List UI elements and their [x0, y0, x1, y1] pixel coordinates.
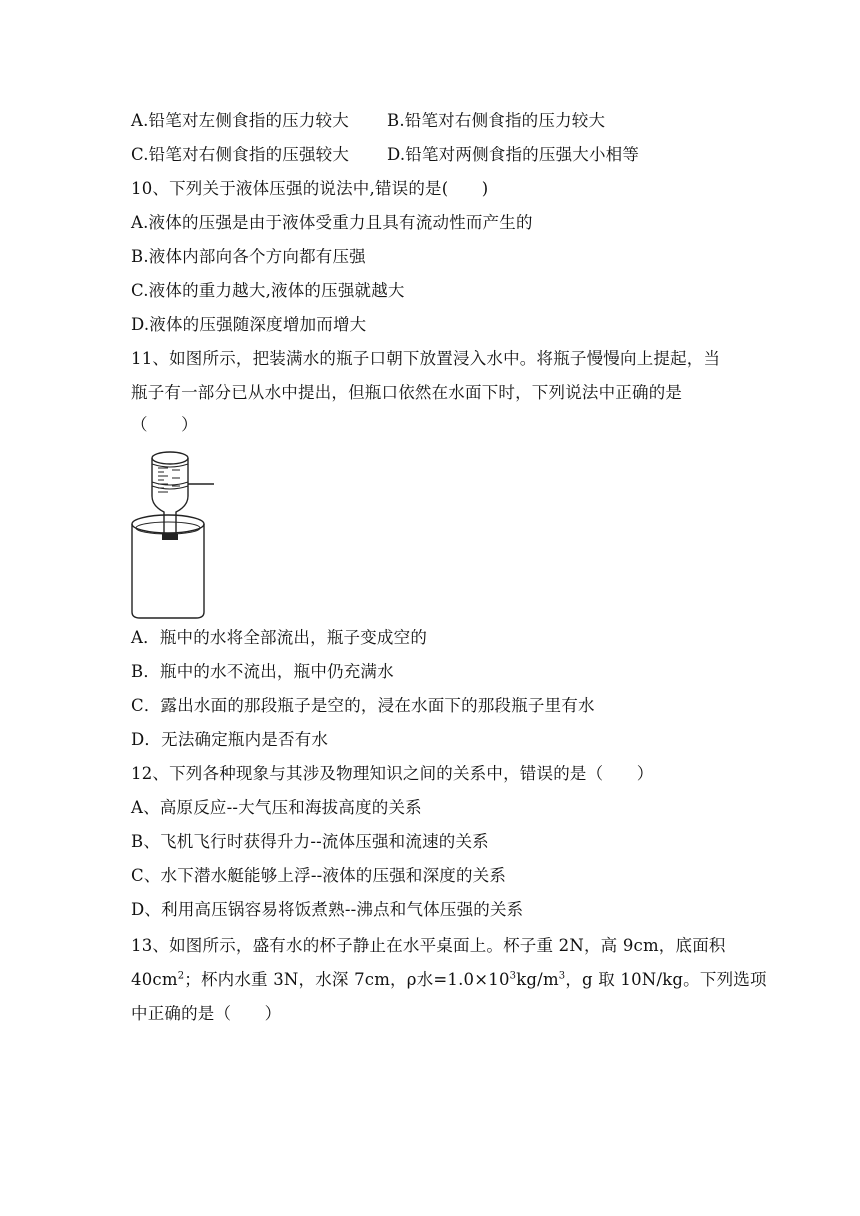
q13-stem-line-2	[131, 969, 767, 991]
q12-option-c: C、水下潜水艇能够上浮--液体的压强和深度的关系	[131, 866, 507, 885]
q11-stem-line-1: 11、如图所示，把装满水的瓶子口朝下放置浸入水中。将瓶子慢慢向上提起，当	[131, 349, 721, 368]
q9-options-row-1	[131, 110, 606, 132]
q13-stem-line-3: 中正确的是（ ）	[131, 1004, 282, 1023]
q12-option-b: B、飞机飞行时获得升力--流体压强和流速的关系	[131, 832, 489, 851]
q9-option-a: A.铅笔对左侧食指的压力较大	[131, 111, 349, 130]
q9-options-row-2	[131, 144, 640, 166]
q10-option-d: D.液体的压强随深度增加而增大	[131, 315, 367, 334]
q13-stem-line-1: 13、如图所示，盛有水的杯子静止在水平桌面上。杯子重 2N，高 9cm，底面积	[131, 936, 726, 955]
q11-stem-line-3: （ ）	[131, 415, 198, 434]
q11-stem-line-2: 瓶子有一部分已从水中提出，但瓶口依然在水面下时，下列说法中正确的是	[131, 383, 683, 402]
q12-option-a: A、高原反应--大气压和海拔高度的关系	[131, 798, 422, 817]
q9-option-b: B.铅笔对右侧食指的压力较大	[387, 111, 606, 130]
q10-option-a: A.液体的压强是由于液体受重力且具有流动性而产生的	[131, 213, 533, 232]
q13-sup-2: 3	[509, 970, 517, 982]
q11-option-c: C．露出水面的那段瓶子是空的，浸在水面下的那段瓶子里有水	[131, 696, 595, 715]
q12-option-d: D、利用高压锅容易将饭煮熟--沸点和气体压强的关系	[131, 900, 524, 919]
q11-option-a: A．瓶中的水将全部流出，瓶子变成空的	[131, 628, 428, 647]
q10-option-c: C.液体的重力越大,液体的压强就越大	[131, 281, 405, 300]
q13-text-g: ，g 取 10N/kg。下列选项	[565, 970, 767, 989]
q10-option-b: B.液体内部向各个方向都有压强	[131, 247, 366, 266]
q13-sup-1: 2	[177, 970, 185, 982]
q9-option-d: D.铅笔对两侧食指的压强大小相等	[387, 145, 640, 164]
q11-option-b: B．瓶中的水不流出，瓶中仍充满水	[131, 662, 394, 681]
q12-stem: 12、下列各种现象与其涉及物理知识之间的关系中，错误的是（ ）	[131, 764, 654, 783]
q13-sup-3: 3	[558, 970, 566, 982]
q9-option-c: C.铅笔对右侧食指的压强较大	[131, 145, 350, 164]
q11-option-d: D．无法确定瓶内是否有水	[131, 730, 329, 749]
q13-text-area: 40cm	[131, 970, 178, 989]
q13-text-density: ；杯内水重 3N，水深 7cm，ρ水=1.0×10	[184, 970, 510, 989]
q13-text-unit: kg/m	[516, 970, 559, 989]
q10-stem: 10、下列关于液体压强的说法中,错误的是( )	[131, 179, 489, 198]
bottle-in-water-figure	[128, 444, 220, 620]
